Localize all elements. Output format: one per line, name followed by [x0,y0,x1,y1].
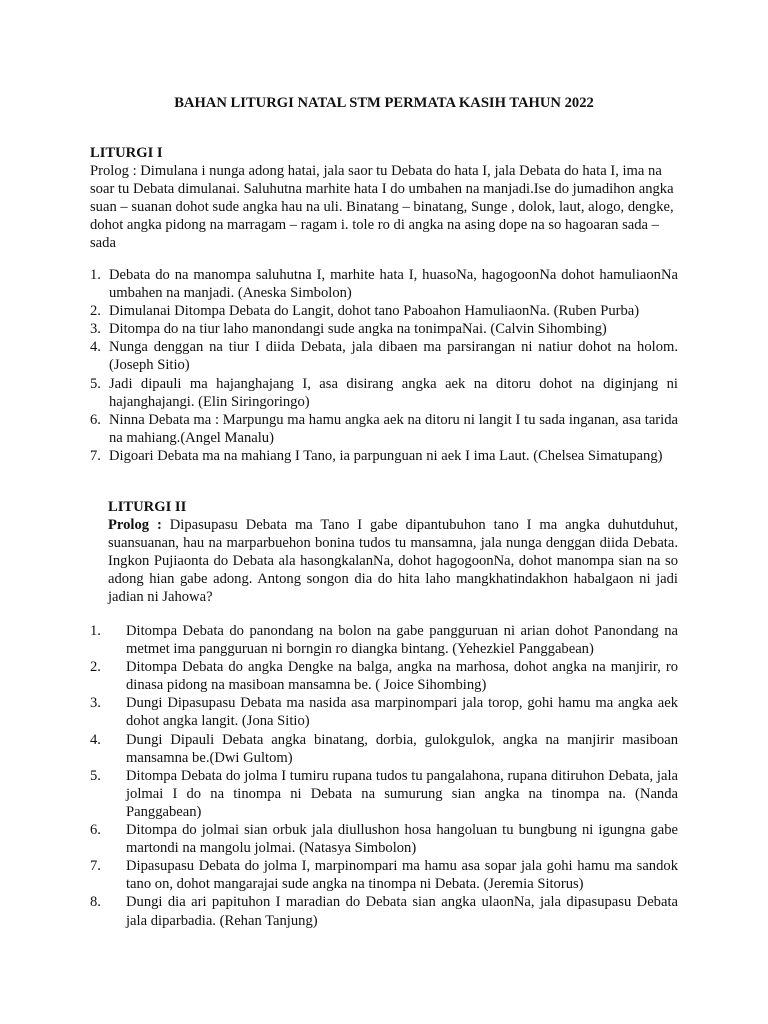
list-item [90,622,678,658]
list-item [90,266,678,302]
list-number: 1. [90,267,101,283]
document-title: BAHAN LITURGI NATAL STM PERMATA KASIH TAHUN 2022 [174,95,594,111]
list-item [90,375,678,411]
list-item [90,731,678,767]
list-text: Jadi dipauli ma hajanghajang I, asa disirang angka aek na ditoru dohot na diginjang ni hajanghajangi. (Elin Siringoringo) [109,375,678,410]
list-number: 3. [90,321,101,338]
liturgi-2-list [90,622,678,930]
list-number: 4. [90,731,101,748]
list-number: 8. [90,894,101,911]
list-text: Dungi dia ari papituhon I maradian do Debata sian angka ulaonNa, jala dipasupasu Debata jala diparbadia. (Rehan Tanjung) [126,894,678,929]
list-item [90,821,678,857]
liturgi-2-prolog [108,516,678,606]
list-item [90,893,678,929]
list-number: 6. [90,822,101,839]
list-number: 1. [90,623,101,639]
list-item [90,302,678,320]
section-heading-liturgi-2: LITURGI II [108,499,187,515]
list-text: Debata do na manompa saluhutna I, marhite hata I, huasoNa, hagogoonNa dohot hamuliaonNa umbahen na manjadi. (Aneska Simbolon) [109,267,678,302]
list-number: 2. [90,303,101,320]
list-number: 7. [90,858,101,875]
list-item [90,411,678,447]
list-text: Ditompa Debata do panondang na bolon na gabe pangguruan ni arian dohot Panondang na metmet ima pangguruan ni borngin ro diangka bintang. (Yehezkiel Panggabean) [126,623,678,658]
list-text: Dimulanai Ditompa Debata do Langit, dohot tano Paboahon HamuliaonNa. (Ruben Purba) [109,303,640,320]
list-number: 5. [90,375,101,392]
list-number: 3. [90,695,101,712]
list-text: Dipasupasu Debata do jolma I, marpinompari ma hamu asa sopar jala gohi hamu ma sandok tano on, dohot mangarajai sude angka na tinompa ni Debata. (Jeremia Sitorus) [126,858,678,893]
list-item [90,447,678,465]
list-text: Ditompa do jolmai sian orbuk jala diullushon hosa hangoluan tu bungbung ni igungna gabe martondi na mangolu jolmai. (Natasya Simbolon) [126,822,678,857]
list-text: Nunga denggan na tiur I diida Debata, jala dibaen ma parsirangan ni natiur dohot na holom. (Joseph Sitio) [109,339,678,374]
list-text: Digoari Debata ma na mahiang I Tano, ia parpunguan ni aek I ima Laut. (Chelsea Simatupang) [109,447,663,464]
list-item [90,338,678,374]
list-number: 5. [90,767,101,784]
list-text: Dungi Dipasupasu Debata ma nasida asa marpinompari jala torop, gohi hamu ma angka aek dohot angka langit. (Jona Sitio) [126,695,678,730]
list-text: Dungi Dipauli Debata angka binatang, dorbia, gulokgulok, angka na manjirir masiboan mansamna be.(Dwi Gultom) [126,731,678,766]
list-item [90,857,678,893]
list-number: 2. [90,659,101,676]
liturgi-1-list [90,266,678,465]
liturgi-1-prolog: Prolog : Dimulana i nunga adong hatai, jala saor tu Debata do hata I, jala Debata do hata I, ima na soar tu Debata dimulanai. Saluhutna marhite hata I do umbahen na manjadi.Ise do jumadihon angka suan – suanan dohot sude angka hau na uli. Binatang – binatang, Sunge , dolok, laut, alogo, dengke, dohot angka pidong na marragam – ragam i. tole ro di angka na asing dope na so hagoaran sada – sada [90,163,674,252]
prolog-text: Dipasupasu Debata ma Tano I gabe dipantubuhon tano I ma angka duhutduhut, suansuanan, hau na marparbuehon bonina tudos tu mansamna, jala nunga denggan diida Debata. Ingkon Pujiaonta do Debata ala hasongkalanNa, dohot hagogoonNa, dohot manompa sian na so adong hian gabe adong. Antong songon dia do hita laho mangkhatindakhon habalgaon ni jadi jadian ni Jahowa? [108,517,678,606]
prolog-label: Prolog : [108,517,162,533]
list-number: 7. [90,447,101,464]
list-text: Ditompa Debata do jolma I tumiru rupana tudos tu pangalahona, rupana ditiruhon Debata, jala jolmai I do na tinompa ni Debata na sumurung sian angka na tinompa na. (Nanda Panggabean) [126,767,678,820]
list-text: Ninna Debata ma : Marpungu ma hamu angka aek na ditoru ni langit I tu sada inganan, asa tarida na mahiang.(Angel Manalu) [109,411,678,446]
list-text: Ditompa do na tiur laho manondangi sude angka na tonimpaNai. (Calvin Sihombing) [109,321,607,338]
section-heading-liturgi-1: LITURGI I [90,145,163,161]
list-text: Ditompa Debata do angka Dengke na balga, angka na marhosa, dohot angka na manjirir, ro dinasa pidong na masiboan mansamna be. ( Joice Sihombing) [126,659,678,694]
list-item [90,767,678,821]
list-item [90,320,678,338]
list-number: 6. [90,411,101,428]
list-item [90,694,678,730]
list-number: 4. [90,339,101,356]
list-item [90,658,678,694]
